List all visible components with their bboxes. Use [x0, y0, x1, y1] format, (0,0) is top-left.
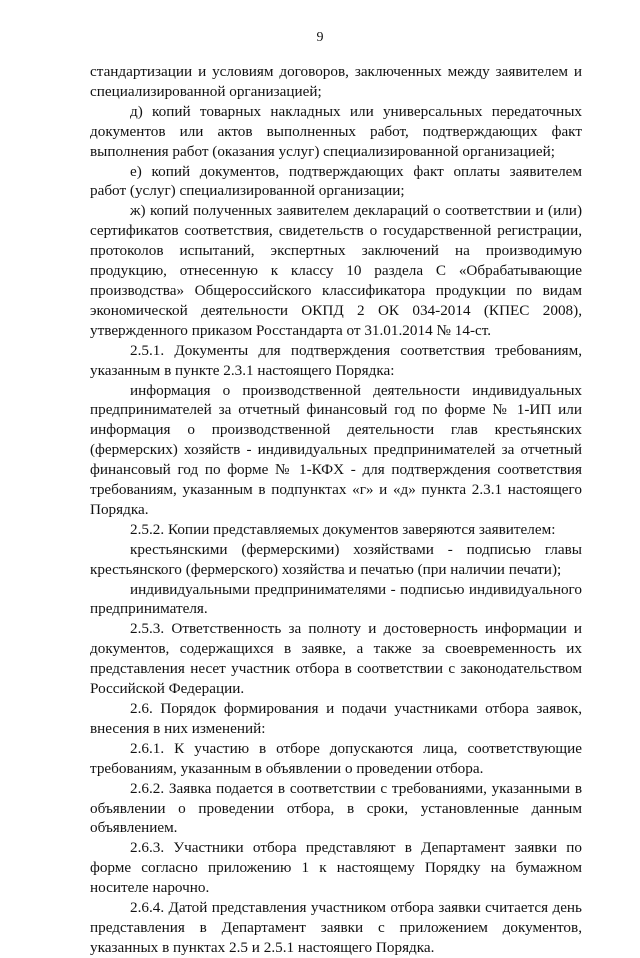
paragraph-2-6: 2.6. Порядок формирования и подачи участниками отбора заявок, внесения в них изменений:: [90, 700, 582, 737]
paragraph-2-5-2: 2.5.2. Копии представляемых документов заверяются заявителем:: [130, 520, 556, 538]
page-number: 9: [316, 30, 324, 45]
paragraph-item-zh: ж) копий полученных заявителем деклараций о соответствии и (или) сертификатов соответствия, свидетельств о государственной регистрации, протоколов испытаний, экспертных заключений на производимую продукцию, отнесенную к классу 10 раздела С «Обрабатывающие производства» Общероссийского классификатора продукции по видам экономической деятельности ОКПД 2 ОК 034-2014 (КПЕС 2008), утвержденного приказом Росстандарта от 31.01.2014 № 14-ст.: [90, 202, 582, 339]
paragraph-item-d: д) копий товарных накладных или универсальных передаточных документов или актов выполненных работ, подтверждающих факт выполнения работ (оказания услуг) специализированной организацией;: [90, 102, 582, 160]
paragraph-2-6-1: 2.6.1. К участию в отборе допускаются лица, соответствующие требованиям, указанным в объявлении о проведении отбора.: [90, 739, 582, 777]
paragraph-standardization-continuation: стандартизации и условиям договоров, заключенных между заявителем и специализированной организацией;: [90, 63, 582, 100]
paragraph-2-5-1: 2.5.1. Документы для подтверждения соответствия требованиям, указанным в пункте 2.3.1 настоящего Порядка:: [90, 341, 582, 379]
paragraph-individual-entrepreneurs: индивидуальными предпринимателями - подписью индивидуального предпринимателя.: [90, 580, 582, 618]
document-body: [90, 62, 582, 958]
paragraph-production-info: информация о производственной деятельности индивидуальных предпринимателей за отчетный финансовый год по форме № 1-ИП или информация о производственной деятельности глав крестьянских (фермерских) хозяйств - индивидуальных предпринимателей за отчетный финансовый год по форме № 1-КФХ - для подтверждения соответствия требованиям, указанным в подпунктах «г» и «д» пункта 2.3.1 настоящего Порядка.: [90, 381, 582, 518]
paragraph-item-e: е) копий документов, подтверждающих факт оплаты заявителем работ (услуг) специализированной организации;: [90, 162, 582, 200]
paragraph-2-6-2: 2.6.2. Заявка подается в соответствии с требованиями, указанными в объявлении о проведении отбора, в сроки, установленные данным объявлением.: [90, 779, 582, 837]
paragraph-2-6-3: 2.6.3. Участники отбора представляют в Департамент заявки по форме согласно приложению 1 к настоящему Порядку на бумажном носителе нарочно.: [90, 839, 582, 897]
paragraph-farm-households: крестьянскими (фермерскими) хозяйствами - подписью главы крестьянского (фермерского) хозяйства и печатью (при наличии печати);: [90, 540, 582, 578]
paragraph-2-5-3: 2.5.3. Ответственность за полноту и достоверность информации и документов, содержащихся в заявке, а также за своевременность их представления несет участник отбора в соответствии с законодательством Российской Федерации.: [90, 620, 582, 698]
paragraph-2-6-4: 2.6.4. Датой представления участником отбора заявки считается день представления в Департамент заявки с приложением документов, указанных в пунктах 2.5 и 2.5.1 настоящего Порядка.: [90, 899, 582, 956]
